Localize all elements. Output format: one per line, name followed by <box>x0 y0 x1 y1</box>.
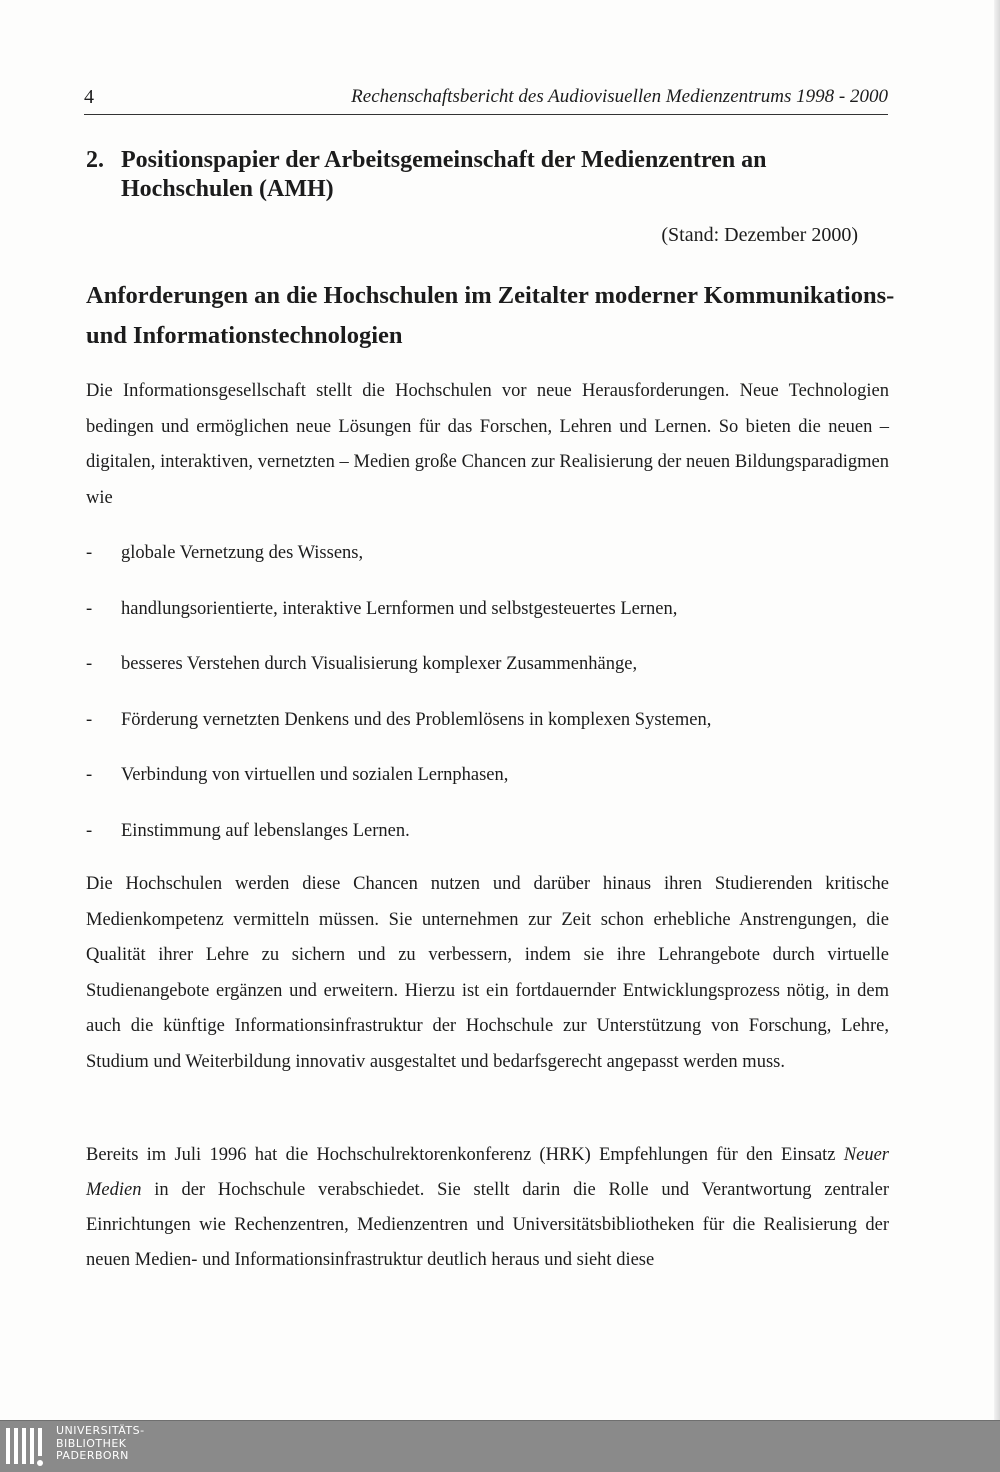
paragraph-intro: Die Informationsgesellschaft stellt die Hochschulen vor neue Herausforderungen. Neue Technologien bedingen und ermöglichen neue Lösungen für das Forschen, Lehren und Lernen. So bieten die neuen – digitalen, interaktiven, vernetzten – Medien große Chancen zur Realisierung der neuen Bildungsparadigmen wie <box>86 381 889 508</box>
paragraph-hrk <box>86 1138 889 1278</box>
footer-divider <box>0 1420 1000 1421</box>
paragraph-hrk-start: Bereits im Juli 1996 hat die Hochschulrektorenkonferenz (HRK) Empfehlungen für den Einsatz <box>86 1145 836 1165</box>
bullet-dash: - <box>86 543 93 563</box>
library-footer-bar <box>0 1420 1000 1472</box>
page-edge-shadow <box>994 0 1000 1420</box>
logo-line2: BIBLIOTHEK <box>56 1436 127 1450</box>
list-item-text: besseres Verstehen durch Visualisierung komplexer Zusammenhänge, <box>121 654 638 674</box>
library-logo-bars-icon <box>4 1424 50 1468</box>
library-logo-text <box>56 1425 145 1463</box>
main-title <box>86 276 896 356</box>
library-logo <box>4 1424 204 1468</box>
bullet-dash: - <box>86 820 93 841</box>
list-item-text: globale Vernetzung des Wissens, <box>121 543 364 563</box>
list-item <box>86 816 886 872</box>
logo-line3: PADERBORN <box>56 1449 129 1462</box>
page-number: 4 <box>84 86 94 108</box>
list-item <box>86 538 886 594</box>
list-item-text: Verbindung von virtuellen und sozialen Lernphasen, <box>121 765 509 785</box>
list-item <box>86 760 886 816</box>
list-item-text: handlungsorientierte, interaktive Lernformen und selbstgesteuertes Lernen, <box>121 598 678 619</box>
section-title-line2: Hochschulen (AMH) <box>121 176 334 202</box>
bullet-dash: - <box>86 598 93 619</box>
main-title-line1: Anforderungen an die Hochschulen im Zeitalter moderner Kommunikations- <box>86 282 895 309</box>
list-item-text: Einstimmung auf lebenslanges Lernen. <box>121 820 410 841</box>
list-item-text: Förderung vernetzten Denkens und des Problemlösens in komplexen Systemen, <box>121 709 712 730</box>
section-title-line1: Positionspapier der Arbeitsgemeinschaft der Medienzentren an <box>121 147 767 173</box>
list-item <box>86 594 886 650</box>
section-heading <box>86 146 866 204</box>
paragraph-hrk-rest: in der Hochschule verabschiedet. Sie stellt darin die Rolle und Verantwortung zentraler Einrichtungen wie Rechenzentren, Medienzentren und Universitätsbibliotheken für die Realisierung der neuen Medien- und Informationsinfrastruktur deutlich heraus und sieht diese <box>86 1180 889 1270</box>
list-item <box>86 705 886 761</box>
bullet-list <box>86 538 886 871</box>
running-title: Rechenschaftsbericht des Audiovisuellen Medienzentrums 1998 - 2000 <box>351 86 888 107</box>
bullet-dash: - <box>86 709 93 730</box>
paragraph-media-competence: Die Hochschulen werden diese Chancen nutzen und darüber hinaus ihren Studierenden kritische Medienkompetenz vermitteln müssen. Sie unternehmen zur Zeit schon erhebliche Anstrengungen, die Qualität ihrer Lehre zu sichern und zu verbessern, indem sie ihre Lehrangebote durch virtuelle Studienangebote ergänzen und erweitern. Hierzu ist ein fortdauernder Entwicklungsprozess nötig, in dem auch die künftige Informationsinfrastruktur der Hochschule zur Unterstützung von Forschung, Lehre, Studium und Weiterbildung innovativ ausgestaltet und bedarfsgerecht angepasst werden muss. <box>86 874 889 1072</box>
logo-line1: UNIVERSITÄTS- <box>56 1424 145 1437</box>
bullet-dash: - <box>86 654 93 674</box>
bullet-dash: - <box>86 765 93 785</box>
section-number: 2. <box>86 147 104 173</box>
stand-date: (Stand: Dezember 2000) <box>661 224 858 246</box>
running-header <box>84 86 888 115</box>
paragraph-hrk-emphasis: Neuer Medien <box>86 1145 889 1200</box>
list-item <box>86 649 886 705</box>
main-title-line2: und Informationstechnologien <box>86 322 403 349</box>
